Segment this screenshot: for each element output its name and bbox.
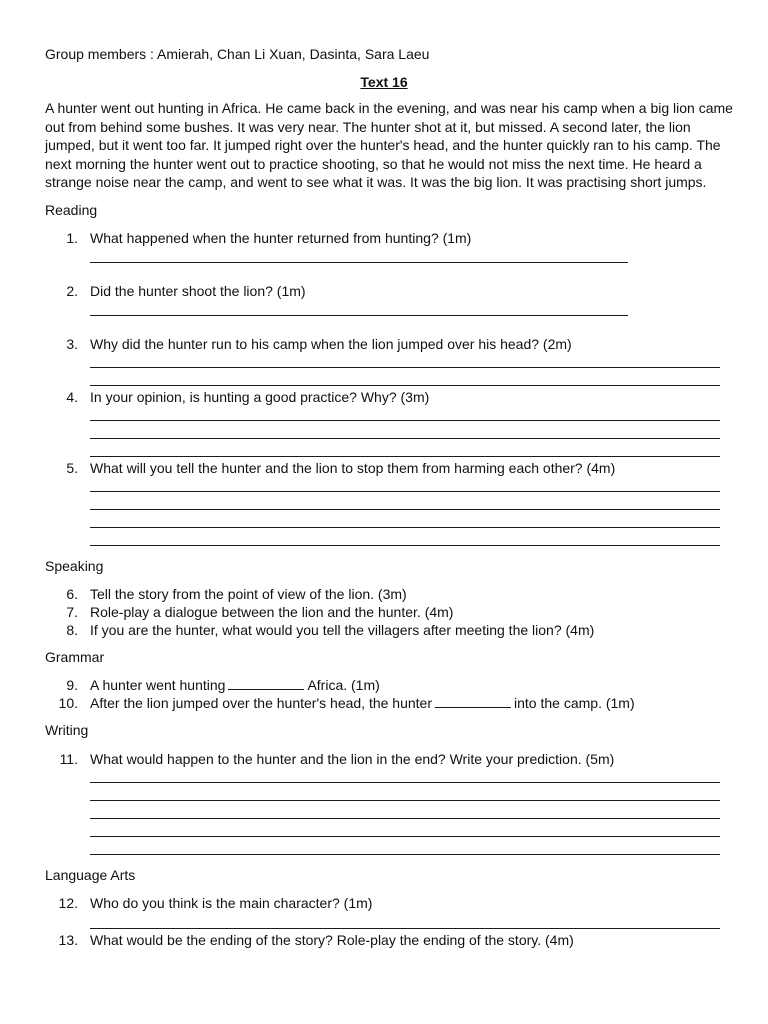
question-number: 12. bbox=[58, 895, 78, 911]
answer-line[interactable] bbox=[90, 545, 720, 546]
question-text: Role-play a dialogue between the lion and the hunter. (4m) bbox=[90, 604, 454, 620]
question-number: 13. bbox=[58, 932, 78, 948]
question-number: 3. bbox=[66, 336, 78, 352]
answer-line[interactable] bbox=[90, 509, 720, 510]
answer-line[interactable] bbox=[90, 782, 720, 783]
answer-line[interactable] bbox=[90, 385, 720, 386]
question-text: What would happen to the hunter and the lion in the end? Write your prediction. (5m) bbox=[90, 751, 615, 767]
question-text: If you are the hunter, what would you tell the villagers after meeting the lion? (4m) bbox=[90, 622, 595, 638]
question-number: 5. bbox=[66, 460, 78, 476]
answer-line[interactable] bbox=[90, 315, 628, 316]
section-heading-grammar: Grammar bbox=[45, 649, 105, 665]
answer-line[interactable] bbox=[90, 491, 720, 492]
question-number: 10. bbox=[58, 695, 78, 711]
fill-in-blank[interactable] bbox=[228, 677, 304, 690]
group-members: Group members : Amierah, Chan Li Xuan, Dasinta, Sara Laeu bbox=[45, 46, 430, 62]
question-text: Why did the hunter run to his camp when the lion jumped over his head? (2m) bbox=[90, 336, 572, 352]
answer-line[interactable] bbox=[90, 818, 720, 819]
answer-line[interactable] bbox=[90, 456, 720, 457]
answer-line[interactable] bbox=[90, 854, 720, 855]
section-heading-writing: Writing bbox=[45, 722, 89, 738]
question-text: Tell the story from the point of view of the lion. (3m) bbox=[90, 586, 407, 602]
question-number: 8. bbox=[66, 622, 78, 638]
question-text-after: into the camp. (1m) bbox=[514, 695, 635, 711]
answer-line[interactable] bbox=[90, 420, 720, 421]
question-text-line bbox=[90, 677, 380, 693]
question-text: In your opinion, is hunting a good practice? Why? (3m) bbox=[90, 389, 430, 405]
question-text: What will you tell the hunter and the lion to stop them from harming each other? (4m) bbox=[90, 460, 616, 476]
answer-line[interactable] bbox=[90, 262, 628, 263]
question-number: 1. bbox=[66, 230, 78, 246]
answer-line[interactable] bbox=[90, 367, 720, 368]
question-number: 7. bbox=[66, 604, 78, 620]
answer-line[interactable] bbox=[90, 836, 720, 837]
question-text-before: A hunter went hunting bbox=[90, 677, 226, 693]
question-number: 4. bbox=[66, 389, 78, 405]
question-number: 11. bbox=[59, 751, 78, 767]
question-text-before: After the lion jumped over the hunter's head, the hunter bbox=[90, 695, 433, 711]
question-text: Did the hunter shoot the lion? (1m) bbox=[90, 283, 306, 299]
question-text: What happened when the hunter returned from hunting? (1m) bbox=[90, 230, 472, 246]
answer-line[interactable] bbox=[90, 527, 720, 528]
question-number: 6. bbox=[66, 586, 78, 602]
question-text: Who do you think is the main character? (1m) bbox=[90, 895, 373, 911]
question-text-line bbox=[90, 695, 635, 711]
question-text: What would be the ending of the story? Role-play the ending of the story. (4m) bbox=[90, 932, 574, 948]
section-heading-reading: Reading bbox=[45, 202, 98, 218]
section-heading-speaking: Speaking bbox=[45, 558, 104, 574]
fill-in-blank[interactable] bbox=[435, 695, 511, 708]
question-text-after: Africa. (1m) bbox=[307, 677, 380, 693]
answer-line[interactable] bbox=[90, 928, 720, 929]
answer-line[interactable] bbox=[90, 800, 720, 801]
question-number: 9. bbox=[66, 677, 78, 693]
question-number: 2. bbox=[66, 283, 78, 299]
answer-line[interactable] bbox=[90, 438, 720, 439]
page-title: Text 16 bbox=[360, 74, 408, 90]
section-heading-language-arts: Language Arts bbox=[45, 867, 136, 883]
story-passage: A hunter went out hunting in Africa. He came back in the evening, and was near his camp when a big lion came out from behind some bushes. It was very near. The hunter shot at it, but missed. A second later, the lion jumped, but it went too far. It jumped right over the hunter's head, and the hunter quickly ran to his camp. The next morning the hunter went out to practice shooting, so that he would not miss the next time. He heard a strange noise near the camp, and went to see what it was. It was the big lion. It was practising short jumps. bbox=[45, 100, 733, 190]
